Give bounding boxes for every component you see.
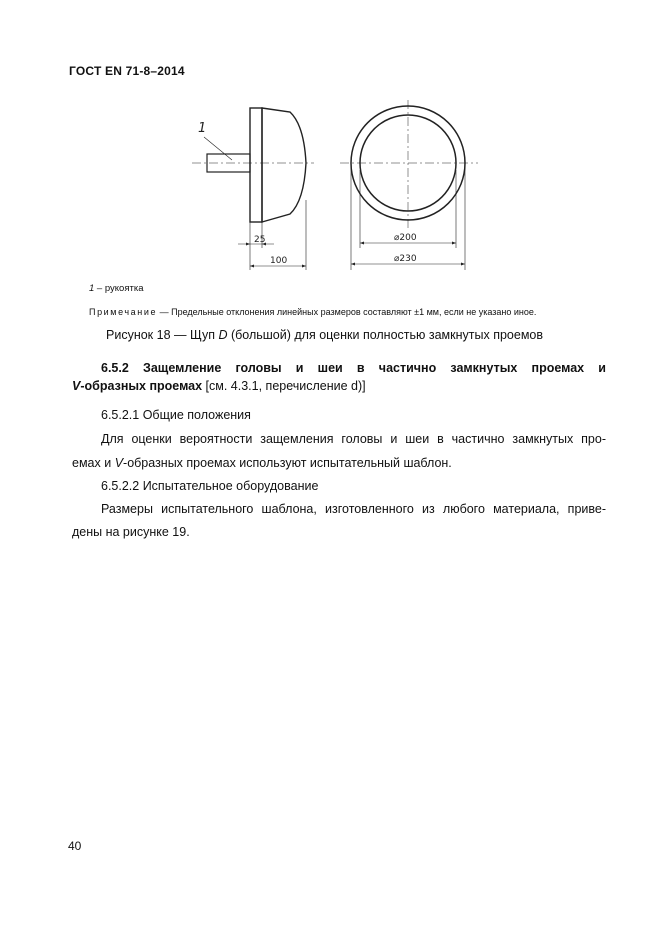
paragraph-2-line-1: Размеры испытательного шаблона, изготовленного из любого материала, приве- [101, 502, 606, 516]
section-heading-652: 6.5.2 Защемление головы и шеи в частично замкнутых проемах и [101, 361, 606, 375]
figure-legend [89, 283, 143, 294]
figure-caption: Рисунок 18 — Щуп D (большой) для оценки полностью замкнутых проемов [106, 328, 544, 342]
dim-label-25: 25 [254, 235, 266, 245]
dim-label-d230: ⌀230 [394, 254, 417, 264]
probe-body [262, 108, 306, 222]
callout-number: 1 [198, 121, 207, 136]
caption-letter: D [218, 328, 228, 342]
page-number: 40 [68, 839, 82, 853]
probe-back-plate [250, 108, 262, 222]
callout-leader [204, 137, 232, 160]
section-heading-6522: 6.5.2.2 Испытательное оборудование [101, 479, 319, 493]
figure-18-drawing [190, 100, 490, 275]
dim-label-d200: ⌀200 [394, 233, 417, 243]
section-heading-6521: 6.5.2.1 Общие положения [101, 408, 251, 422]
document-header: ГОСТ EN 71-8–2014 [69, 64, 185, 78]
section-heading-652-cont: V-образных проемах [см. 4.3.1, перечисление d)] [72, 379, 366, 393]
legend-text: – рукоятка [94, 283, 144, 294]
paragraph-1-line-1: Для оценки вероятности защемления головы и шеи в частично замкнутых про- [101, 432, 606, 446]
paragraph-1-line-2: емах и V-образных проемах используют испытательный шаблон. [72, 456, 452, 470]
note-label: Примечание [89, 307, 158, 317]
paragraph-2-line-2: дены на рисунке 19. [72, 525, 190, 539]
legend-number: 1 [89, 283, 95, 294]
note-text: — Предельные отклонения линейных размеров составляют ±1 мм, если не указано иное. [157, 307, 537, 317]
figure-note [89, 307, 536, 317]
dim-label-100: 100 [270, 256, 288, 266]
